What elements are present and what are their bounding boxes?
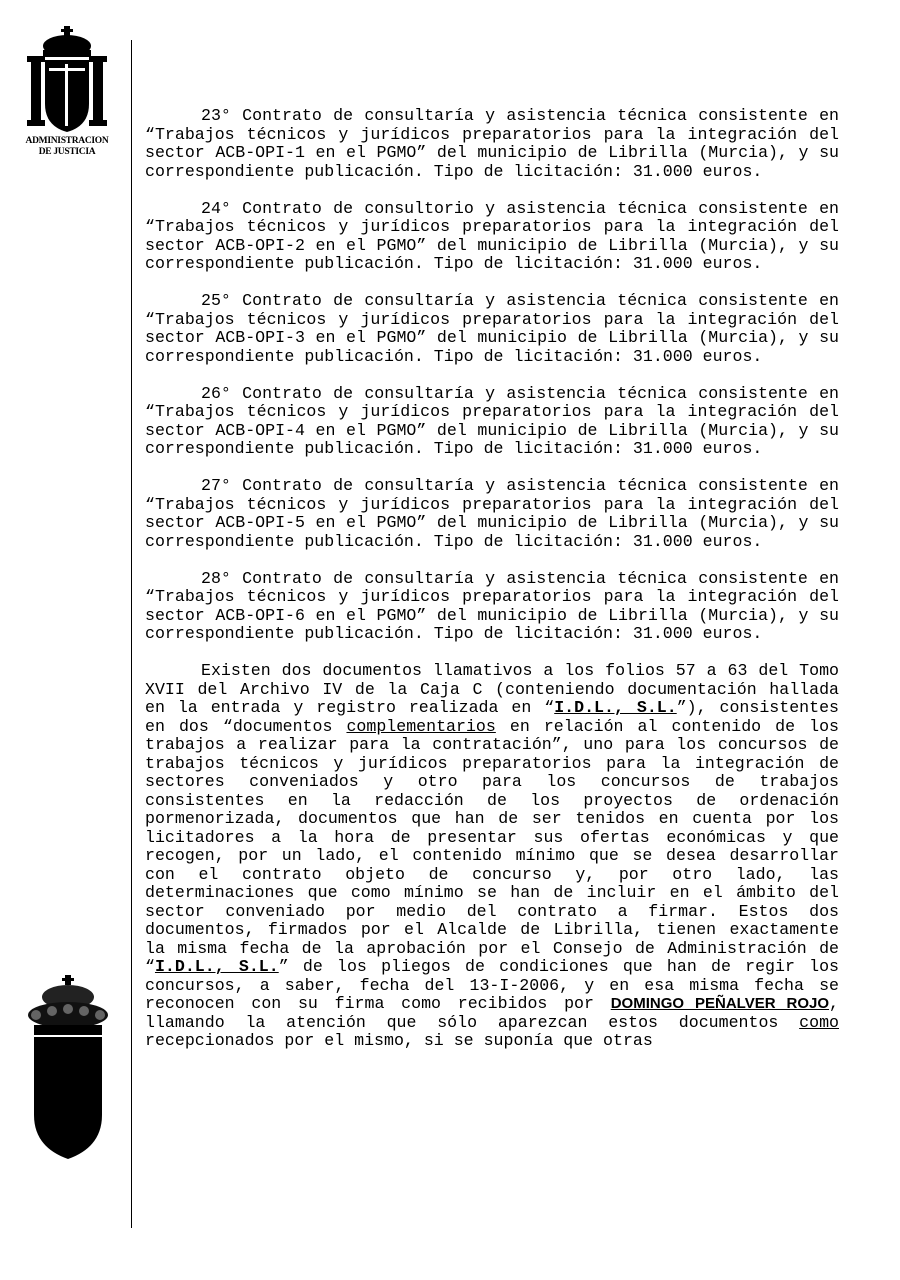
final-text-3: en relación al contenido de los trabajos a realizar para la contratación”, uno para los concursos de trabajos técnicos y jurídicos preparatorios para la integración de sectores conveniados y otro para los concursos de trabajos consistentes en la redacción de los proyectos de ordenación pormenorizada, documentos que han de ser tenidos en cuenta por los licitadores a la hora de presentar sus ofertas económicas y que recogen, por un lado, el contenido mínimo que se desea desarrollar con el contrato objeto de concurso y, por otro lado, las determinaciones que como mínimo se han de incluir en el ámbito del sector conveniado por medio del contrato a firmar. Estos dos documentos, firmados por el Alcalde de Librilla, tienen exactamente la misma fecha de la aprobación por el Consejo de Administración de “ [145, 716, 840, 976]
paragraph-24: 24° Contrato de consultorio y asistencia técnica consistente en “Trabajos técnicos y jurídicos preparatorios para la integración del sector ACB-OPI-2 en el PGMO” del municipio de Librilla (Murcia), y su correspondiente publicación. Tipo de licitación: 31.000 euros. [145, 198, 839, 273]
seal-caption-line1: ADMINISTRACION [25, 136, 109, 146]
underlined-word: como [799, 1012, 839, 1032]
seal-caption-line2: DE JUSTICIA [38, 147, 96, 157]
final-text-2: ”), consistentes en dos “documentos [145, 698, 840, 736]
company-name: I.D.L., S.L. [554, 698, 677, 717]
stamp-seal [26, 975, 110, 1165]
person-name: DOMINGO PEÑALVER ROJO [610, 995, 830, 1012]
margin-rule [131, 40, 132, 1228]
final-text-6: recepcionados por el mismo, si se suponía que otras [145, 1031, 653, 1050]
document-body [145, 107, 839, 1069]
crowned-shield-icon [26, 975, 110, 1160]
final-text-1: Existen dos documentos llamativos a los folios 57 a 63 del Tomo XVII del Archivo IV de la Caja C (conteniendo documentación hallada en la entrada y registro realizada en “ [145, 661, 839, 717]
final-text-4: ” de los pliegos de condiciones que han de regir los concursos, a saber, fecha del 13-I-2006, y en esa misma fecha se reconocen con su firma como recibidos por [145, 957, 839, 1013]
paragraph-27: 27° Contrato de consultaría y asistencia técnica consistente en “Trabajos técnicos y jurídicos preparatorios para la integración del sector ACB-OPI-5 en el PGMO” del municipio de Librilla (Murcia), y su correspondiente publicación. Tipo de licitación: 31.000 euros. [145, 476, 839, 551]
underlined-word: complementarios [346, 716, 496, 736]
paragraph-26: 26° Contrato de consultaría y asistencia técnica consistente en “Trabajos técnicos y jurídicos preparatorios para la integración del sector ACB-OPI-4 en el PGMO” del municipio de Librilla (Murcia), y su correspondiente publicación. Tipo de licitación: 31.000 euros. [145, 383, 839, 458]
paragraph-25: 25° Contrato de consultaría y asistencia técnica consistente en “Trabajos técnicos y jurídicos preparatorios para la integración del sector ACB-OPI-3 en el PGMO” del municipio de Librilla (Murcia), y su correspondiente publicación. Tipo de licitación: 31.000 euros. [145, 291, 839, 366]
coat-of-arms-icon [27, 26, 107, 136]
paragraph-existen [145, 662, 839, 1051]
final-text-5: , llamando la atención que sólo aparezcan estos documentos [145, 994, 839, 1032]
paragraph-28: 28° Contrato de consultaría y asistencia técnica consistente en “Trabajos técnicos y jurídicos preparatorios para la integración del sector ACB-OPI-6 en el PGMO” del municipio de Librilla (Murcia), y su correspondiente publicación. Tipo de licitación: 31.000 euros. [145, 568, 839, 643]
company-name: I.D.L., S.L. [154, 957, 279, 976]
court-seal [14, 26, 120, 158]
paragraph-23: 23° Contrato de consultaría y asistencia técnica consistente en “Trabajos técnicos y jurídicos preparatorios para la integración del sector ACB-OPI-1 en el PGMO” del municipio de Librilla (Murcia), y su correspondiente publicación. Tipo de licitación: 31.000 euros. [145, 106, 839, 181]
